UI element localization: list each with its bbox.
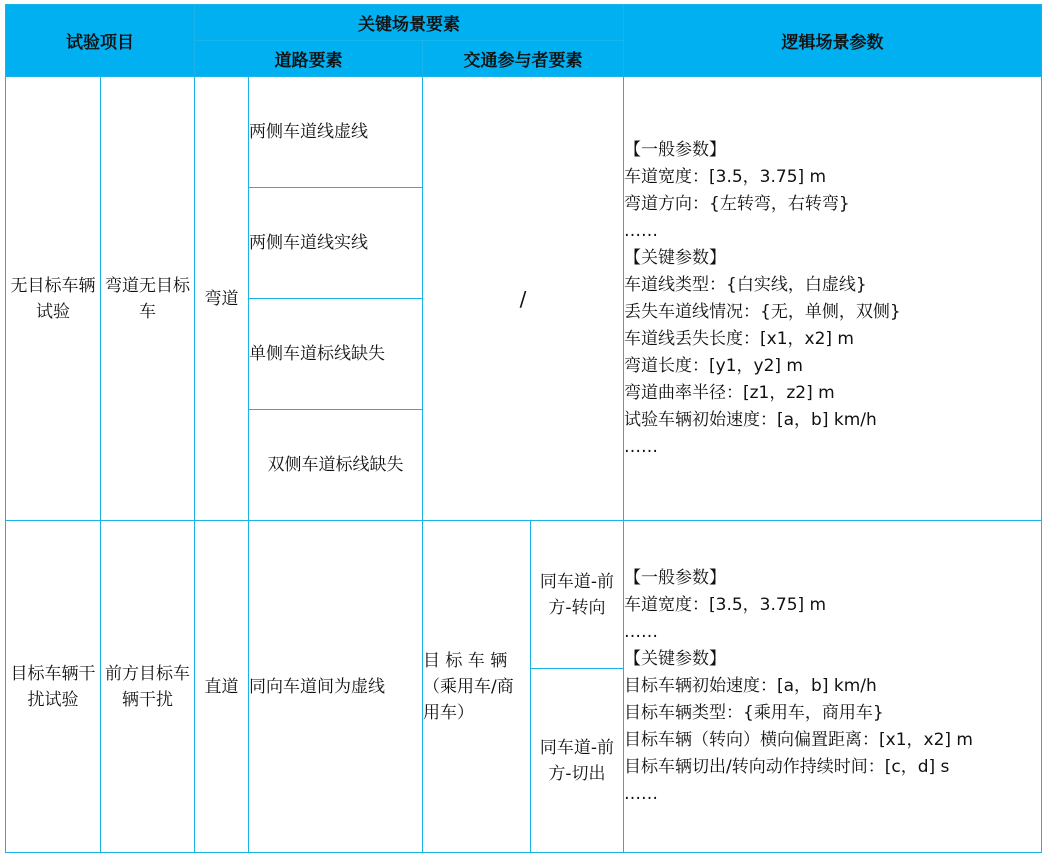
- row2-test-item: 目标车辆干扰试验: [6, 521, 101, 853]
- row2-action: 同车道-前方-切出: [531, 669, 624, 853]
- header-road-elements: 道路要素: [195, 41, 423, 77]
- param-line: 车道线丢失长度：[x1，x2] m: [624, 328, 854, 349]
- param-line: 弯道长度：[y1，y2] m: [624, 355, 803, 376]
- row2-params: [624, 521, 1042, 853]
- param-line: ……: [624, 436, 658, 457]
- param-line: 【一般参数】: [624, 568, 726, 588]
- param-line: 目标车辆（转向）横向偏置距离：[x1，x2] m: [624, 730, 973, 750]
- header-traffic-elements: 交通参与者要素: [423, 41, 624, 77]
- param-line: 弯道方向：{左转弯，右转弯}: [624, 193, 850, 214]
- row1-scenario: 弯道无目标车: [101, 77, 195, 521]
- param-line: 弯道曲率半径：[z1，z2] m: [624, 382, 835, 403]
- header-key-elements: 关键场景要素: [195, 5, 624, 41]
- row1-lane-case: 两侧车道线虚线: [249, 77, 423, 188]
- param-line: 车道线类型：{白实线，白虚线}: [624, 274, 867, 295]
- row2-road-type: 直道: [195, 521, 249, 853]
- header-test-item: 试验项目: [6, 5, 195, 77]
- row2-scenario: 前方目标车辆干扰: [101, 521, 195, 853]
- param-line: 目标车辆初始速度：[a，b] km/h: [624, 676, 877, 696]
- param-line: 目标车辆切出/转向动作持续时间：[c，d] s: [624, 757, 950, 777]
- scenario-table: [5, 4, 1042, 853]
- param-line: 车道宽度：[3.5，3.75] m: [624, 595, 827, 615]
- param-line: ……: [624, 220, 658, 241]
- param-line: 车道宽度：[3.5，3.75] m: [624, 166, 827, 187]
- param-line: 【关键参数】: [624, 649, 726, 669]
- param-line: 【一般参数】: [624, 139, 726, 160]
- row1-lane-case: 单侧车道标线缺失: [249, 299, 423, 410]
- param-line: 【关键参数】: [624, 247, 726, 268]
- row1-lane-case: 两侧车道线实线: [249, 188, 423, 299]
- row2-target-vehicle: 目 标 车 辆（乘用车/商用车）: [423, 521, 531, 853]
- row2-action: 同车道-前方-转向: [531, 521, 624, 669]
- row1-test-item: 无目标车辆试验: [6, 77, 101, 521]
- param-line: ……: [624, 784, 658, 804]
- param-line: 丢失车道线情况：{无，单侧，双侧}: [624, 301, 901, 322]
- param-line: ……: [624, 622, 658, 642]
- row1-traffic: /: [423, 77, 624, 521]
- row2-lane-case: 同向车道间为虚线: [249, 521, 423, 853]
- header-logic-params: 逻辑场景参数: [624, 5, 1042, 77]
- param-line: 试验车辆初始速度：[a，b] km/h: [624, 409, 877, 430]
- row1-lane-case: 双侧车道标线缺失: [249, 410, 423, 521]
- row1-road-type: 弯道: [195, 77, 249, 521]
- row1-params: [624, 77, 1042, 521]
- param-line: 目标车辆类型：{乘用车，商用车}: [624, 703, 884, 723]
